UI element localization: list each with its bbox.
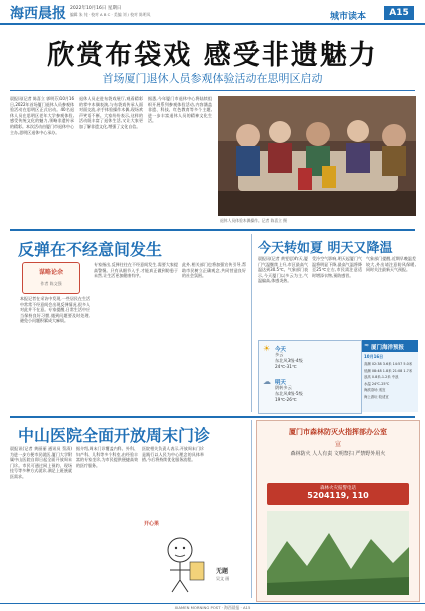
sea-row: 海上游玩 较适宜 bbox=[364, 394, 389, 399]
hospital-body-col1: 晨报讯(记者 黄丽丽 通讯员 蔡清)为进一步方便市民就医,厦门大学附属中山医院自即日起全面开放周末门诊。市民可通过网上预约、现场挂号等多种方式就诊,满足上班族就医需求。 bbox=[10, 446, 72, 479]
top-photo bbox=[218, 96, 416, 216]
sea-row: 低潮 08:48 1.8米 21:08 1.7米 bbox=[364, 368, 413, 373]
ad-phone-number: 5204119, 110 bbox=[307, 491, 369, 500]
hospital-body-col2: 据介绍,周末门诊覆盖内科、外科、妇产科、儿科等多个科室,由经验丰富的专家坐诊,为市民提供便捷高效的医疗服务。 bbox=[76, 446, 138, 468]
header-rule bbox=[0, 23, 425, 25]
col-divider bbox=[251, 234, 252, 412]
tomorrow-wind: 东北风4级-5级 bbox=[275, 391, 303, 396]
hospital-body-col3: 医院相关负责人表示,开放周末门诊是践行以人民为中心理念的具体举措,今后将持续优化服务流程。 bbox=[142, 446, 204, 463]
issue-info: 2022年10月16日 星期日 bbox=[70, 6, 122, 11]
masthead-logo: 海西晨报 bbox=[10, 6, 66, 22]
tomorrow-temp: 19℃-26℃ bbox=[275, 397, 297, 402]
tomorrow-label: 明天 bbox=[275, 380, 287, 386]
sea-row: 海滨浴场 适宜 bbox=[364, 388, 386, 393]
fire-ad bbox=[256, 420, 420, 602]
left-body-col3: 此外,相关部门也将加强宣传引导,帮助市民树立正确观念,共同营造良好的社会氛围。 bbox=[182, 262, 246, 279]
weather-body-col3: 气象部门提醒,近期早晚温差较大,外出请注意防风保暖,同时关注最新天气预报。 bbox=[366, 256, 416, 273]
left-body-col1: 本报记者在采访中发现,一些居民在生活中常常不经意间会出现反弹情况,很多人对此并不在意。专家提醒,日常生活中应当保持良好习惯,遇到问题要及时处理,避免小问题积累成大麻烦。 bbox=[20, 296, 90, 324]
top-body-col3: 据悉,今年厦门市退休中心将陆续组织开展系列参观体验活动,内容涵盖非遗、科技、红色教育等多个主题,进一步丰富退休人员的精神文化生活。 bbox=[148, 96, 212, 124]
cartoon-drawing bbox=[150, 528, 212, 594]
cartoon-title: 开心果 bbox=[144, 521, 160, 527]
ad-phone-label: 森林火灾报警电话 bbox=[320, 486, 356, 491]
today-desc: 多云 bbox=[275, 352, 284, 357]
column-author: 作者 陈文强 bbox=[40, 281, 62, 286]
lower-rule bbox=[10, 416, 415, 418]
ad-title: 厦门市森林防灭火指挥部办公室 bbox=[289, 428, 387, 436]
wave-icon: ≈ bbox=[364, 342, 370, 349]
editor-info: 编辑 朱 纯 · 校对 A B C · 美编 刘 / 校对 陈明凤 bbox=[70, 12, 151, 17]
ad-illustration bbox=[267, 511, 409, 595]
cartoon-box bbox=[142, 520, 248, 600]
column-logo bbox=[22, 262, 80, 294]
column-logo-text: 谋略论余 bbox=[38, 269, 63, 276]
sea-row: 浪高 0.8米-1.2米 中浪 bbox=[364, 375, 399, 380]
top-subhead: 首场厦门退休人员参观体验活动在思明区启动 bbox=[102, 72, 323, 85]
top-headline: 欣赏布袋戏 感受非遗魅力 bbox=[47, 40, 378, 71]
weather-headline: 今天转如夏 明天又降温 bbox=[258, 241, 393, 256]
col-divider-lower bbox=[251, 420, 252, 598]
page-number: A15 bbox=[384, 6, 414, 20]
mid-rule bbox=[10, 229, 415, 231]
today-wind: 东北风3级-4级 bbox=[275, 358, 303, 363]
tomorrow-desc: 阴转多云 bbox=[275, 385, 292, 390]
sea-forecast-box bbox=[362, 352, 418, 412]
section-name: 城市读本 bbox=[330, 12, 367, 22]
hospital-headline: 中山医院全面开放周末门诊 bbox=[18, 426, 211, 445]
cartoon-author: 吴文 画 bbox=[216, 576, 230, 581]
sea-forecast-title-bar bbox=[362, 340, 418, 352]
cloud-icon: ☁ bbox=[263, 377, 271, 386]
today-temp: 24℃-31℃ bbox=[275, 364, 297, 369]
sea-row: 高潮 02:38 3.6米 14:57 5.0米 bbox=[364, 362, 413, 366]
ad-phone-box bbox=[267, 483, 409, 505]
ad-subtitle: 宣 bbox=[334, 441, 341, 448]
sea-forecast-title: 厦门海洋预报 bbox=[371, 345, 405, 351]
sea-forecast-date: 10月16日 bbox=[364, 354, 384, 359]
ad-body: 森林防火 人人有责 文明祭扫 严禁野外用火 bbox=[290, 451, 386, 457]
footer-rule bbox=[0, 603, 425, 604]
top-rule bbox=[10, 90, 415, 91]
left-body-col2: 专家指出,反弹往往在不经意间发生,需要大家提高警惕。只有从细节入手,才能真正做到防患于未然,让生活更加健康有序。 bbox=[94, 262, 178, 279]
footer-text: XIAMEN MORNING POST · 海西晨报 · A15 bbox=[174, 605, 251, 610]
weather-box bbox=[258, 340, 362, 414]
top-body-col1: 晨报讯(记者 陈喜立 郭明芬)10月16日,2022年首场厦门退休人员参观体验活动在思明区正式启动。40名退休人员在思明区老年大学参观体验,感受传统文化的魅力,领略非遗传承的精彩。本次活动由厦门市退休中心主办,思明区退休中心承办。 bbox=[10, 96, 74, 135]
sun-cloud-icon: ☀ bbox=[263, 344, 271, 353]
left-headline: 反弹在不经意间发生 bbox=[18, 240, 163, 259]
top-body-col2: 退休人员走进布袋戏展厅,观看精彩的掌中木偶表演,与布袋戏传承人面对面交流,亲手体验操作木偶,现场欢声笑语不断。大家纷纷表示,这样的活动既丰富了退休生活,又让大家更加了解非遗文化,增强了文化自信。 bbox=[79, 96, 143, 129]
sea-row: 水温 24℃-25℃ bbox=[364, 381, 390, 386]
weather-body-col2: 受冷空气影响,明天起厦门气温将明显下降,最高气温将降至25℃左右,市民需注意适时增添衣物,预防感冒。 bbox=[312, 256, 362, 278]
weather-body-col1: 晨报讯(记者 黄雯思)昨天,厦门气温继续上升,市区最高气温达到30.5℃。气象部门表示,今天厦门以多云为主,气温偏高,体感炎热。 bbox=[258, 256, 308, 284]
today-label: 今天 bbox=[275, 347, 287, 353]
cartoon-caption: 无题 bbox=[216, 568, 229, 575]
photo-caption: 退休人员体验木偶操作。记者 陈喜立 摄 bbox=[220, 218, 287, 223]
